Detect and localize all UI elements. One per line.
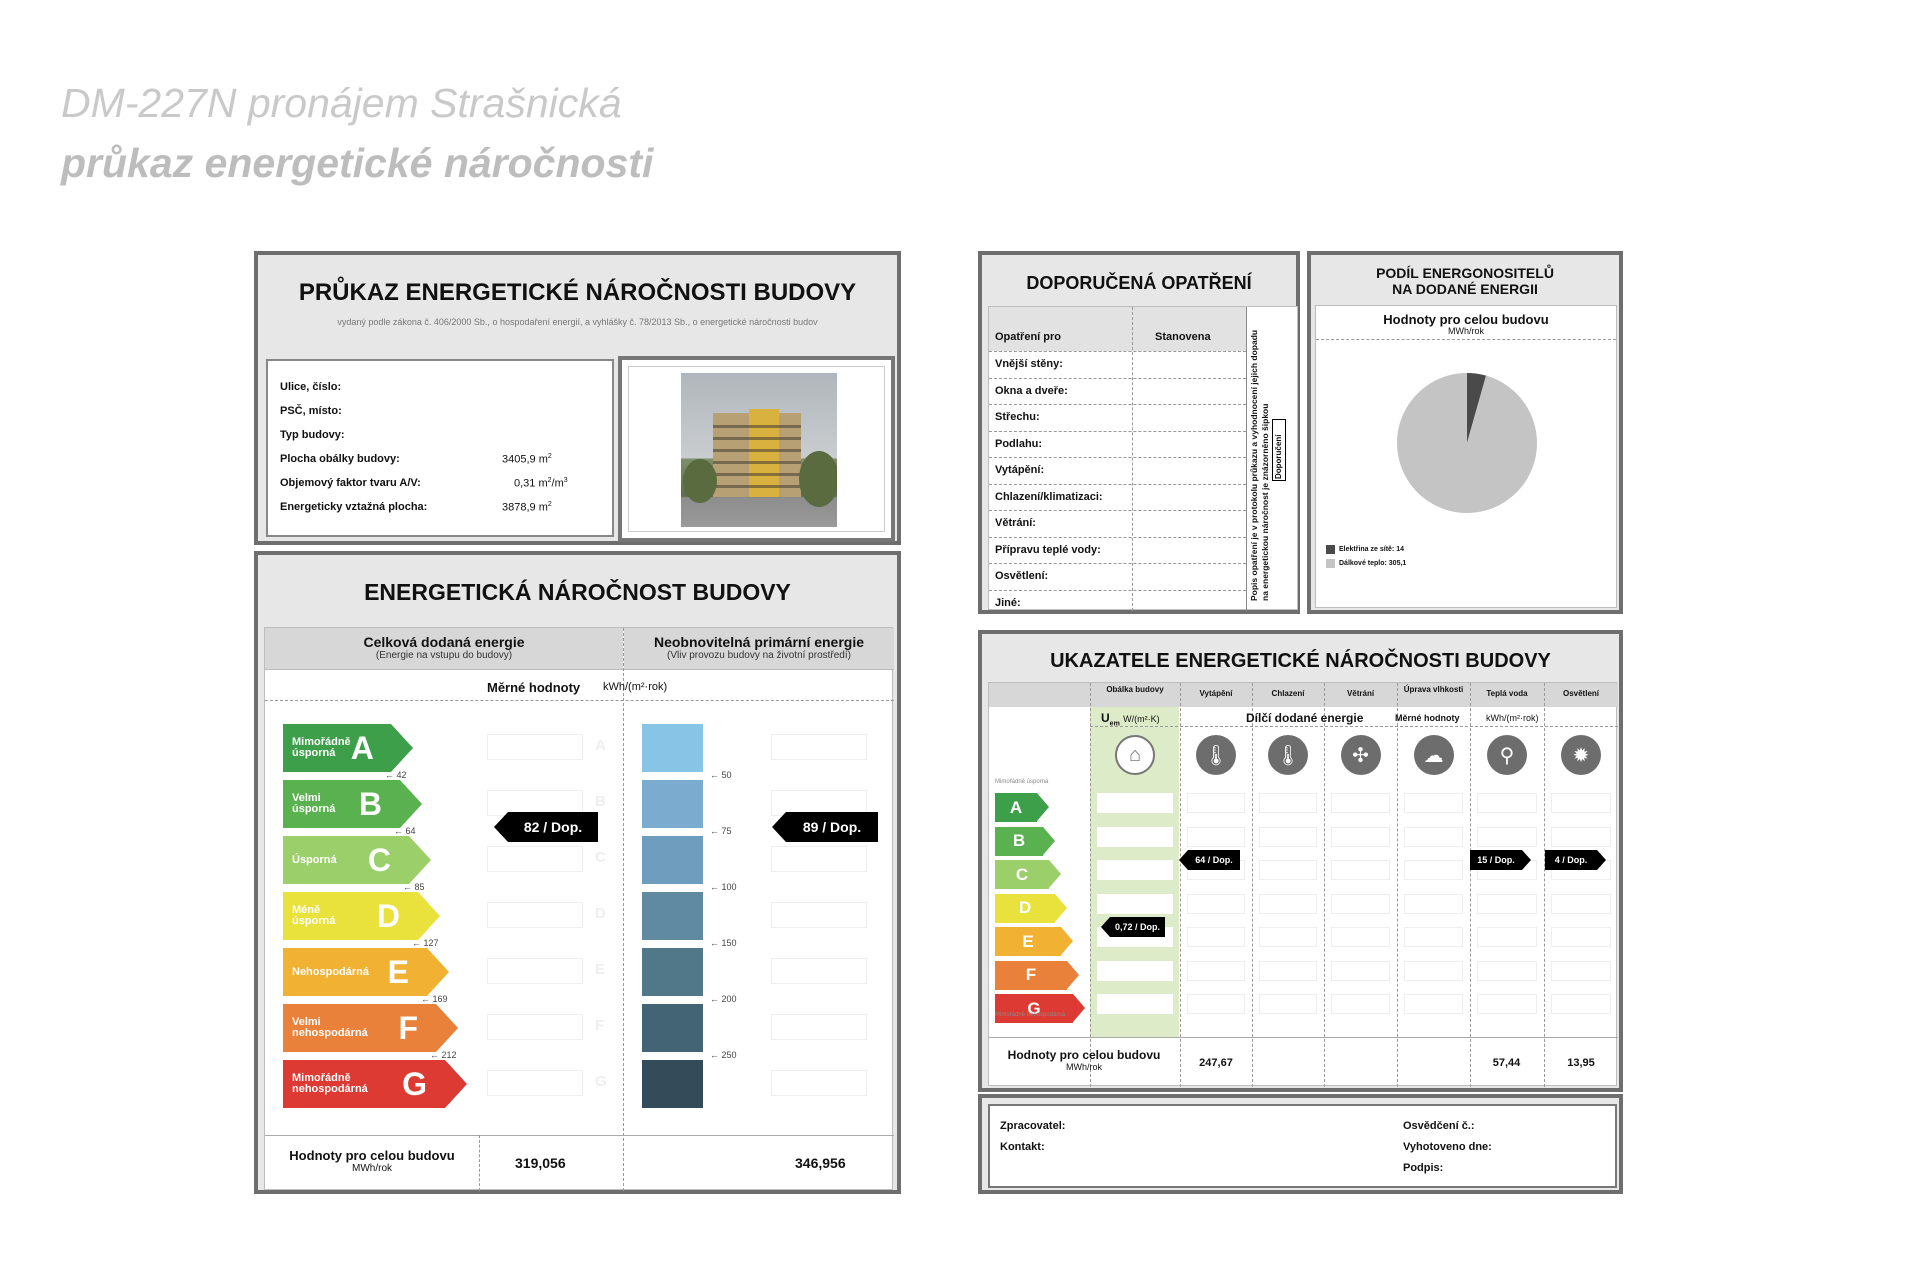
indicator-class-g: G: [995, 994, 1073, 1023]
energy-class-letter: D: [376, 897, 400, 934]
light-total: 13,95: [1567, 1057, 1595, 1069]
legend-electricity: Elektřina ze sítě: 14: [1339, 545, 1404, 553]
certificate-header-panel: [254, 251, 901, 545]
primary-threshold: ← 200: [710, 994, 737, 1004]
water-total: 57,44: [1492, 1057, 1521, 1069]
signature-label: Podpis:: [1403, 1162, 1444, 1174]
col-set-header: Stanovena: [1155, 331, 1211, 343]
legend-heat: Dálkové teplo: 305,1: [1339, 559, 1407, 567]
energy-class-b: [283, 780, 400, 828]
measure-row: Podlahu:: [995, 437, 1043, 450]
total-primary-value: 346,956: [795, 1155, 846, 1171]
energy-class-letter: B: [358, 785, 382, 822]
performance-scale: [264, 627, 893, 1190]
ghost-class-letter: C: [595, 849, 606, 866]
indicator-class-f: F: [995, 961, 1067, 990]
indicators-total-unit: MWh/rok: [1066, 1062, 1102, 1072]
page-subtitle: průkaz energetické náročnosti: [61, 140, 654, 186]
measure-row: Větrání:: [995, 517, 1036, 529]
measure-row: Osvětlení:: [995, 570, 1049, 582]
thermometer-hot-icon: 🌡: [1196, 735, 1236, 775]
delivered-energy-marker: 82 / Dop.: [508, 812, 598, 842]
primary-threshold: ← 150: [710, 938, 737, 948]
footer-box: [988, 1104, 1617, 1188]
indicators-title: UKAZATELE ENERGETICKÉ NÁROČNOSTI BUDOVY: [1050, 650, 1551, 672]
fan-icon: ✣: [1341, 735, 1381, 775]
primary-threshold: ← 250: [710, 1050, 737, 1060]
class-threshold: ← 64: [394, 826, 416, 836]
energy-class-letter: E: [387, 953, 409, 990]
class-threshold: ← 85: [403, 882, 425, 892]
type-label: Typ budovy:: [280, 429, 345, 441]
energy-class-label: Velmi úsporná: [292, 792, 336, 815]
area-label: Energeticky vztažná plocha:: [280, 501, 428, 513]
carriers-subtitle: Hodnoty pro celou budovu: [1383, 312, 1549, 327]
building-photo-box: [618, 356, 895, 542]
indicator-column-header: Osvětlení: [1562, 689, 1599, 698]
processor-label: Zpracovatel:: [1000, 1120, 1066, 1132]
indicator-column-header: Teplá voda: [1486, 689, 1528, 698]
legend-swatch-heat: [1326, 559, 1335, 568]
envelope-label: Plocha obálky budovy:: [280, 453, 400, 465]
total-delivered-value: 319,056: [515, 1155, 566, 1171]
shape-value: 0,31 $m^2/m^3$: [514, 477, 568, 490]
house-icon: ⌂: [1115, 735, 1155, 775]
energy-class-letter: F: [398, 1009, 418, 1046]
building-photo: [681, 373, 837, 527]
building-info-box: [266, 359, 614, 537]
ghost-class-letter: F: [595, 1017, 605, 1034]
indicator-column-header: Vytápění: [1199, 689, 1233, 698]
measure-row: Jiné:: [995, 596, 1021, 609]
energy-class-f: [283, 1004, 436, 1052]
energy-class-d: [283, 892, 418, 940]
ghost-class-letter: B: [595, 793, 606, 810]
measure-row: Střechu:: [995, 411, 1040, 423]
primary-threshold: ← 100: [710, 882, 737, 892]
scale-bottom-label: Mimořádně nehospodárná: [995, 1012, 1066, 1018]
energy-class-letter: C: [367, 841, 391, 878]
primary-energy-bar: [642, 1004, 703, 1052]
legend-swatch-electricity: [1326, 545, 1335, 554]
primary-energy-bar: [642, 948, 703, 996]
energy-class-a: [283, 724, 391, 772]
measures-side-tag: Doporučení: [1274, 434, 1283, 479]
legal-note: vydaný podle zákona č. 406/2000 Sb., o hospodaření energií, a vyhlášky č. 78/2013 Sb., o energetické náročnosti budov: [337, 317, 818, 327]
primary-energy-bar: [642, 780, 703, 828]
measure-row: Okna a dveře:: [995, 384, 1068, 397]
energy-class-label: Úsporná: [292, 853, 337, 866]
indicator-column-header: Chlazení: [1271, 689, 1305, 698]
thermometer-cold-icon: 🌡: [1268, 735, 1308, 775]
indicator-column-header: Větrání: [1346, 689, 1375, 698]
indicator-column-header: Úprava vlhkosti: [1403, 685, 1464, 694]
energy-class-label: Mimořádně úsporná: [292, 736, 351, 759]
primary-threshold: ← 75: [710, 826, 732, 836]
issued-date-label: Vyhotoveno dne:: [1403, 1141, 1492, 1153]
measures-side-note: Popis opatření je v protokolu průkazu a vyhodnocení jejich dopadu na energetickou náročnost je znázorněno šipkou: [1249, 329, 1270, 601]
water-marker: 15 / Dop.: [1470, 850, 1522, 870]
primary-energy-bar: [642, 892, 703, 940]
scale-top-label: Mimořádně úsporná: [995, 779, 1049, 785]
total-unit: MWh/rok: [352, 1163, 392, 1174]
partial-energy-label: Dílčí dodané energie: [1246, 711, 1364, 725]
class-threshold: ← 169: [421, 994, 448, 1004]
indicators-specific-unit: kWh/(m²·rok): [1486, 713, 1539, 723]
carriers-title: PODÍL ENERGONOSITELŮ NA DODANÉ ENERGII: [1376, 265, 1554, 297]
carriers-legend: [1326, 542, 1406, 570]
area-value: 3878,9 $m^2$: [502, 501, 552, 514]
measure-row: Vytápění:: [995, 464, 1045, 476]
col-measure-header: Opatření pro: [995, 331, 1062, 343]
measure-row: Chlazení/klimatizaci:: [995, 490, 1103, 503]
energy-class-g: [283, 1060, 445, 1108]
energy-class-e: [283, 948, 427, 996]
indicator-column-header: Obálka budovy: [1106, 685, 1164, 694]
energy-class-c: [283, 836, 409, 884]
indicators-specific-label: Měrné hodnoty: [1395, 713, 1460, 723]
footer-panel: [978, 1094, 1623, 1194]
primary-energy-marker: 89 / Dop.: [786, 812, 878, 842]
ghost-class-letter: A: [595, 737, 606, 754]
energy-class-label: Mimořádně nehospodárná: [292, 1072, 368, 1095]
tap-icon: ⚲: [1487, 735, 1527, 775]
indicators-panel: [978, 630, 1623, 1092]
ghost-class-letter: G: [595, 1073, 607, 1090]
envelope-marker: 0,72 / Dop.: [1110, 917, 1165, 937]
measures-title: DOPORUČENÁ OPATŘENÍ: [1026, 273, 1252, 293]
total-label: Hodnoty pro celou budovu: [289, 1148, 455, 1163]
class-threshold: ← 42: [385, 770, 407, 780]
indicators-table: [988, 682, 1617, 1086]
heating-total: 247,67: [1199, 1057, 1233, 1069]
primary-threshold: ← 50: [710, 770, 732, 780]
primary-energy-bar: [642, 1060, 703, 1108]
performance-title: ENERGETICKÁ NÁROČNOST BUDOVY: [364, 579, 791, 605]
pie-slice-heat: [1397, 373, 1537, 513]
carriers-pie-chart: [1396, 372, 1538, 514]
carriers-unit: MWh/rok: [1448, 326, 1484, 336]
primary-energy-bar: [642, 836, 703, 884]
measure-row: Přípravu teplé vody:: [995, 543, 1101, 556]
zip-label: PSČ, místo:: [280, 405, 342, 417]
shape-label: Objemový faktor tvaru A/V:: [280, 477, 421, 489]
uem-label: $U_{em}$ W/(m²·K): [1101, 711, 1160, 728]
energy-class-label: Velmi nehospodárná: [292, 1016, 368, 1039]
measures-table: [988, 306, 1298, 610]
bulb-icon: ✹: [1561, 735, 1601, 775]
certificate-number-label: Osvědčení č.:: [1403, 1120, 1475, 1132]
energy-class-label: Méně úsporná: [292, 904, 336, 927]
indicator-class-a: A: [995, 793, 1037, 822]
humidity-icon: ☁: [1414, 735, 1454, 775]
primary-energy-header: Neobnovitelná primární energie (Vliv provozu budovy na životní prostředí): [624, 628, 894, 670]
specific-unit: kWh/(m²·rok): [603, 681, 668, 693]
indicator-class-e: E: [995, 927, 1061, 956]
measure-row: Vnější stěny:: [995, 358, 1063, 370]
energy-class-letter: A: [350, 729, 374, 766]
indicator-class-c: C: [995, 860, 1049, 889]
class-threshold: ← 127: [412, 938, 439, 948]
indicator-class-d: D: [995, 894, 1055, 923]
delivered-energy-header: Celková dodaná energie (Energie na vstupu do budovy): [265, 628, 623, 670]
light-marker: 4 / Dop.: [1545, 850, 1597, 870]
specific-values-label: Měrné hodnoty: [487, 680, 581, 695]
energy-carriers-panel: [1307, 251, 1623, 614]
recommended-measures-panel: [978, 251, 1300, 614]
page-title: DM-227N pronájem Strašnická: [61, 80, 622, 126]
ghost-class-letter: D: [595, 905, 606, 922]
energy-class-label: Nehospodárná: [292, 965, 370, 978]
energy-class-letter: G: [402, 1065, 427, 1102]
energy-performance-panel: [254, 551, 901, 1194]
heating-marker: 64 / Dop.: [1188, 850, 1240, 870]
contact-label: Kontakt:: [1000, 1141, 1045, 1153]
certificate-title: PRŮKAZ ENERGETICKÉ NÁROČNOSTI BUDOVY: [298, 279, 857, 306]
carriers-chart-box: [1315, 305, 1617, 608]
primary-energy-bar: [642, 724, 703, 772]
indicators-total-label: Hodnoty pro celou budovu: [1007, 1048, 1161, 1062]
envelope-value: 3405,9 $m^2$: [502, 453, 552, 466]
indicator-class-b: B: [995, 827, 1043, 856]
ghost-class-letter: E: [595, 961, 606, 978]
street-label: Ulice, číslo:: [280, 381, 342, 393]
class-threshold: ← 212: [430, 1050, 457, 1060]
